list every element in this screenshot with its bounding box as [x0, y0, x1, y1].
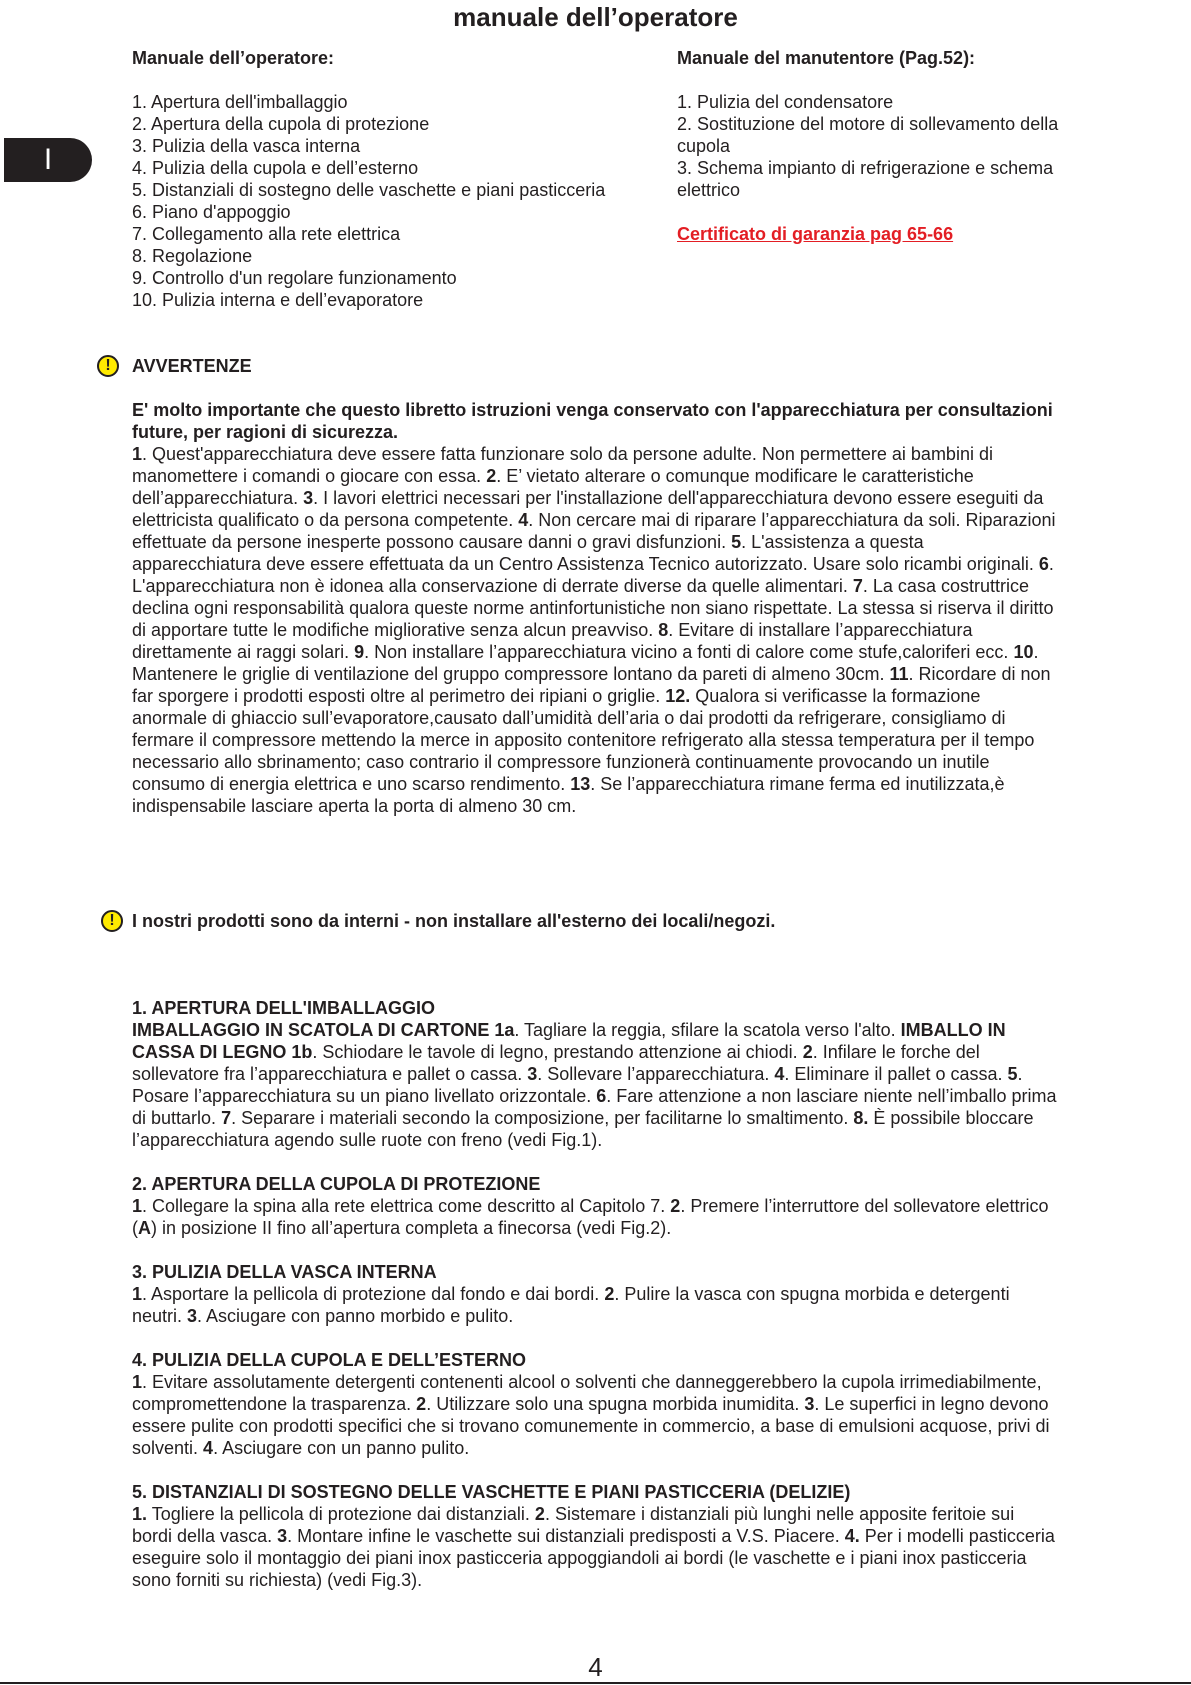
step-text: . Infilare le forche del sollevatore fra l’apparecchiatura e pallet o cassa.	[132, 1042, 980, 1084]
step-label: 6	[596, 1086, 607, 1106]
warning-text: . La casa costruttrice declina ogni responsabilità qualora queste norme antinfortunistiche non siano rispettate. La stessa si riserva il diritto di apportare tutte le modifiche migliorative senza alcun preavviso.	[132, 576, 1054, 640]
warning-text: . E’ vietato alterare o comunque modificare le caratteristiche dell’apparecchiatura.	[132, 466, 974, 508]
section	[132, 997, 1057, 1151]
step-label: 2	[534, 1504, 545, 1524]
warning-icon: !	[101, 910, 123, 932]
section-body	[132, 1019, 1057, 1151]
step-text: . Tagliare la reggia, sfilare la scatola verso l'alto.	[514, 1020, 901, 1040]
step-label: 1	[132, 1372, 143, 1392]
toc-item: 3. Pulizia della vasca interna	[132, 136, 361, 156]
warnings-list	[132, 443, 1057, 817]
section	[132, 1481, 1057, 1591]
toc-item: 7. Collegamento alla rete elettrica	[132, 224, 401, 244]
section-title: 4. PULIZIA DELLA CUPOLA E DELL’ESTERNO	[132, 1350, 527, 1370]
section-body	[132, 1195, 1057, 1239]
warning-text: . Mantenere le griglie di ventilazione del gruppo compressore lontano da pareti di almeno 30cm.	[132, 642, 1039, 684]
step-label: 5	[1007, 1064, 1018, 1084]
warning-number: 12.	[665, 686, 691, 706]
step-text: . Asportare la pellicola di protezione dal fondo e dai bordi.	[142, 1284, 605, 1304]
toc-left-list	[132, 91, 672, 311]
toc-left-heading: Manuale dell’operatore:	[132, 48, 335, 68]
step-label: 1	[132, 1196, 143, 1216]
warning-text: . Non cercare mai di riparare l’apparecchiatura da soli. Riparazioni effettuate da persone inesperte possono causare danni o gravi disfunzioni.	[132, 510, 1056, 552]
section-body	[132, 1283, 1057, 1327]
step-label: 2	[670, 1196, 681, 1216]
step-label: 4.	[844, 1526, 860, 1546]
step-label: IMBALLAGGIO IN SCATOLA DI CARTONE 1a	[132, 1020, 515, 1040]
warning-text: . L'apparecchiatura non è idonea alla conservazione di derrate diverse da quelle alimentari.	[132, 554, 1054, 596]
step-label: 2	[416, 1394, 427, 1414]
step-text: È possibile bloccare l’apparecchiatura agendo sulle ruote con freno (vedi Fig.1).	[132, 1108, 1034, 1150]
warning-text: . I lavori elettrici necessari per l'installazione dell'apparecchiatura devono essere eseguiti da elettricista qualificato o da persona competente.	[132, 488, 1044, 530]
section-body	[132, 1503, 1057, 1591]
step-text: . Fare attenzione a non lasciare niente nell’imballo prima di buttarlo.	[132, 1086, 1057, 1128]
step-text: . Le superfici in legno devono essere pulite con prodotti specifici che si trovano comunemente in commercio, a base di emulsioni acquose, privi di solventi.	[132, 1394, 1050, 1458]
operator-manual-toc	[132, 47, 672, 311]
warnings-heading: AVVERTENZE	[132, 356, 252, 376]
section-body	[132, 1371, 1057, 1459]
warning-text: . Quest'apparecchiatura deve essere fatta funzionare solo da persone adulte. Non permettere ai bambini di manomettere i comandi o giocare con essa.	[132, 444, 993, 486]
warning-number: 8	[658, 620, 669, 640]
toc-item: 3. Schema impianto di refrigerazione e schema elettrico	[677, 158, 1054, 200]
warnings-body	[132, 399, 1057, 817]
step-text: . Asciugare con panno morbido e pulito.	[197, 1306, 514, 1326]
toc-item: 2. Sostituzione del motore di sollevamento della cupola	[677, 114, 1059, 156]
toc-item: 1. Apertura dell'imballaggio	[132, 92, 348, 112]
section-title: 1. APERTURA DELL'IMBALLAGGIO	[132, 998, 435, 1018]
section	[132, 1349, 1057, 1459]
section-title: 5. DISTANZIALI DI SOSTEGNO DELLE VASCHETTE E PIANI PASTICCERIA (DELIZIE)	[132, 1482, 851, 1502]
step-text: . Evitare assolutamente detergenti contenenti alcool o solventi che danneggerebbero la cupola irrimediabilmente, compromettendone la trasparenza.	[132, 1372, 1042, 1414]
warning-number: 5	[731, 532, 742, 552]
toc-right-heading: Manuale del manutentore (Pag.52):	[677, 48, 976, 68]
step-label: IMBALLO IN CASSA DI LEGNO 1b	[132, 1020, 1006, 1062]
step-label: 2	[802, 1042, 813, 1062]
warning-number: 10	[1013, 642, 1034, 662]
step-label: 2	[604, 1284, 615, 1304]
warranty-link[interactable]: Certificato di garanzia pag 65-66	[677, 224, 954, 244]
warnings-intro: E' molto importante che questo libretto istruzioni venga conservato con l'apparecchiatura per consultazioni future, per ragioni di sicurezza.	[132, 400, 1053, 442]
toc-item: 10. Pulizia interna e dell’evaporatore	[132, 290, 424, 310]
step-text: . Premere l’interruttore del sollevatore elettrico (	[132, 1196, 1049, 1238]
instruction-sections	[132, 997, 1057, 1613]
footer-rule	[0, 1682, 1191, 1684]
indoor-notice: I nostri prodotti sono da interni - non installare all'esterno dei locali/negozi.	[132, 911, 776, 931]
step-text: . Posare l’apparecchiatura su un piano livellato orizzontale.	[132, 1064, 1023, 1106]
toc-item: 6. Piano d'appoggio	[132, 202, 291, 222]
warning-text: . Se l’apparecchiatura rimane ferma ed inutilizzata,è indispensabile lasciare aperta la porta di almeno 30 cm.	[132, 774, 1005, 816]
step-text: Per i modelli pasticceria eseguire solo il montaggio dei piani inox pasticceria appoggiandoli ai bordi (le vaschette e i piani inox pasticceria sono forniti su richiesta) (vedi Fig.3).	[132, 1526, 1055, 1590]
step-text: . Collegare la spina alla rete elettrica come descritto al Capitolo 7.	[142, 1196, 671, 1216]
step-text: . Utilizzare solo una spugna morbida inumidita.	[426, 1394, 805, 1414]
warning-number: 3	[303, 488, 314, 508]
warning-number: 1	[132, 444, 143, 464]
warning-text: . Evitare di installare l’apparecchiatura direttamente ai raggi solari.	[132, 620, 973, 662]
warning-number: 6	[1038, 554, 1049, 574]
toc-item: 5. Distanziali di sostegno delle vaschette e piani pasticceria	[132, 180, 606, 200]
warning-text: . L'assistenza a questa apparecchiatura deve essere effettuata da un Centro Assistenza Tecnico autorizzato. Usare solo ricambi originali.	[132, 532, 1039, 574]
step-label: 1.	[132, 1504, 148, 1524]
step-text: . Separare i materiali secondo la composizione, per facilitarne lo smaltimento.	[231, 1108, 854, 1128]
page-number: 4	[588, 1652, 603, 1682]
step-text: . Sollevare l’apparecchiatura.	[537, 1064, 775, 1084]
step-text: . Sistemare i distanziali più lunghi nelle apposite feritoie sui bordi della vasca.	[132, 1504, 1015, 1546]
warning-text: . Non installare l’apparecchiatura vicino a fonti di calore come stufe,caloriferi ecc.	[364, 642, 1014, 662]
section	[132, 1261, 1057, 1327]
section-title: 2. APERTURA DELLA CUPOLA DI PROTEZIONE	[132, 1174, 541, 1194]
step-text: . Asciugare con un panno pulito.	[213, 1438, 470, 1458]
step-label: 3	[527, 1064, 538, 1084]
maintenance-manual-toc	[677, 47, 1077, 245]
warning-number: 2	[486, 466, 497, 486]
step-label: 4	[203, 1438, 214, 1458]
warning-number: 9	[354, 642, 365, 662]
toc-item: 2. Apertura della cupola di protezione	[132, 114, 430, 134]
toc-item: 4. Pulizia della cupola e dell’esterno	[132, 158, 419, 178]
warning-number: 11	[889, 664, 909, 684]
step-label: 7	[221, 1108, 232, 1128]
step-text: . Eliminare il pallet o cassa.	[784, 1064, 1008, 1084]
step-label: 8.	[853, 1108, 869, 1128]
warning-number: 4	[518, 510, 529, 530]
step-text: ) in posizione II fino all’apertura completa a finecorsa (vedi Fig.2).	[151, 1218, 672, 1238]
step-text: . Schiodare le tavole di legno, prestando attenzione ai chiodi.	[312, 1042, 803, 1062]
page-title: manuale dell’operatore	[453, 2, 738, 32]
warning-text: . Ricordare di non far sporgere i prodotti esposti oltre al perimetro dei ripiani o griglie.	[132, 664, 1051, 706]
step-label: 3	[277, 1526, 288, 1546]
warning-text: Qualora si verificasse la formazione anormale di ghiaccio sull’evaporatore,causato dall’umidità dell’aria o dai prodotti da refrigerare, consigliamo di fermare il compressore mettendo la merce in apposito contenitore refrigerato alla stessa temperatura per il tempo necessario allo sbrinamento; caso contrario il compressore funzionerà continuamente provocando un inutile consumo di energia elettrica e uno scarso rendimento.	[132, 686, 1035, 794]
toc-item: 9. Controllo d'un regolare funzionamento	[132, 268, 457, 288]
section-title: 3. PULIZIA DELLA VASCA INTERNA	[132, 1262, 437, 1282]
toc-item: 1. Pulizia del condensatore	[677, 92, 894, 112]
step-label: 3	[187, 1306, 198, 1326]
toc-item: 8. Regolazione	[132, 246, 253, 266]
warning-number: 7	[852, 576, 863, 596]
step-label: 1	[132, 1284, 143, 1304]
warning-number: 13	[570, 774, 591, 794]
toc-right-list	[677, 91, 1077, 201]
language-tab: I	[4, 138, 92, 182]
step-label: 3	[804, 1394, 815, 1414]
step-label: 4	[774, 1064, 785, 1084]
warning-icon: !	[97, 355, 119, 377]
step-text: . Montare infine le vaschette sui distanziali predisposti a V.S. Piacere.	[287, 1526, 845, 1546]
step-label: A	[138, 1218, 151, 1238]
step-text: . Pulire la vasca con spugna morbida e detergenti neutri.	[132, 1284, 1010, 1326]
step-text: Togliere la pellicola di protezione dai distanziali.	[147, 1504, 535, 1524]
section	[132, 1173, 1057, 1239]
